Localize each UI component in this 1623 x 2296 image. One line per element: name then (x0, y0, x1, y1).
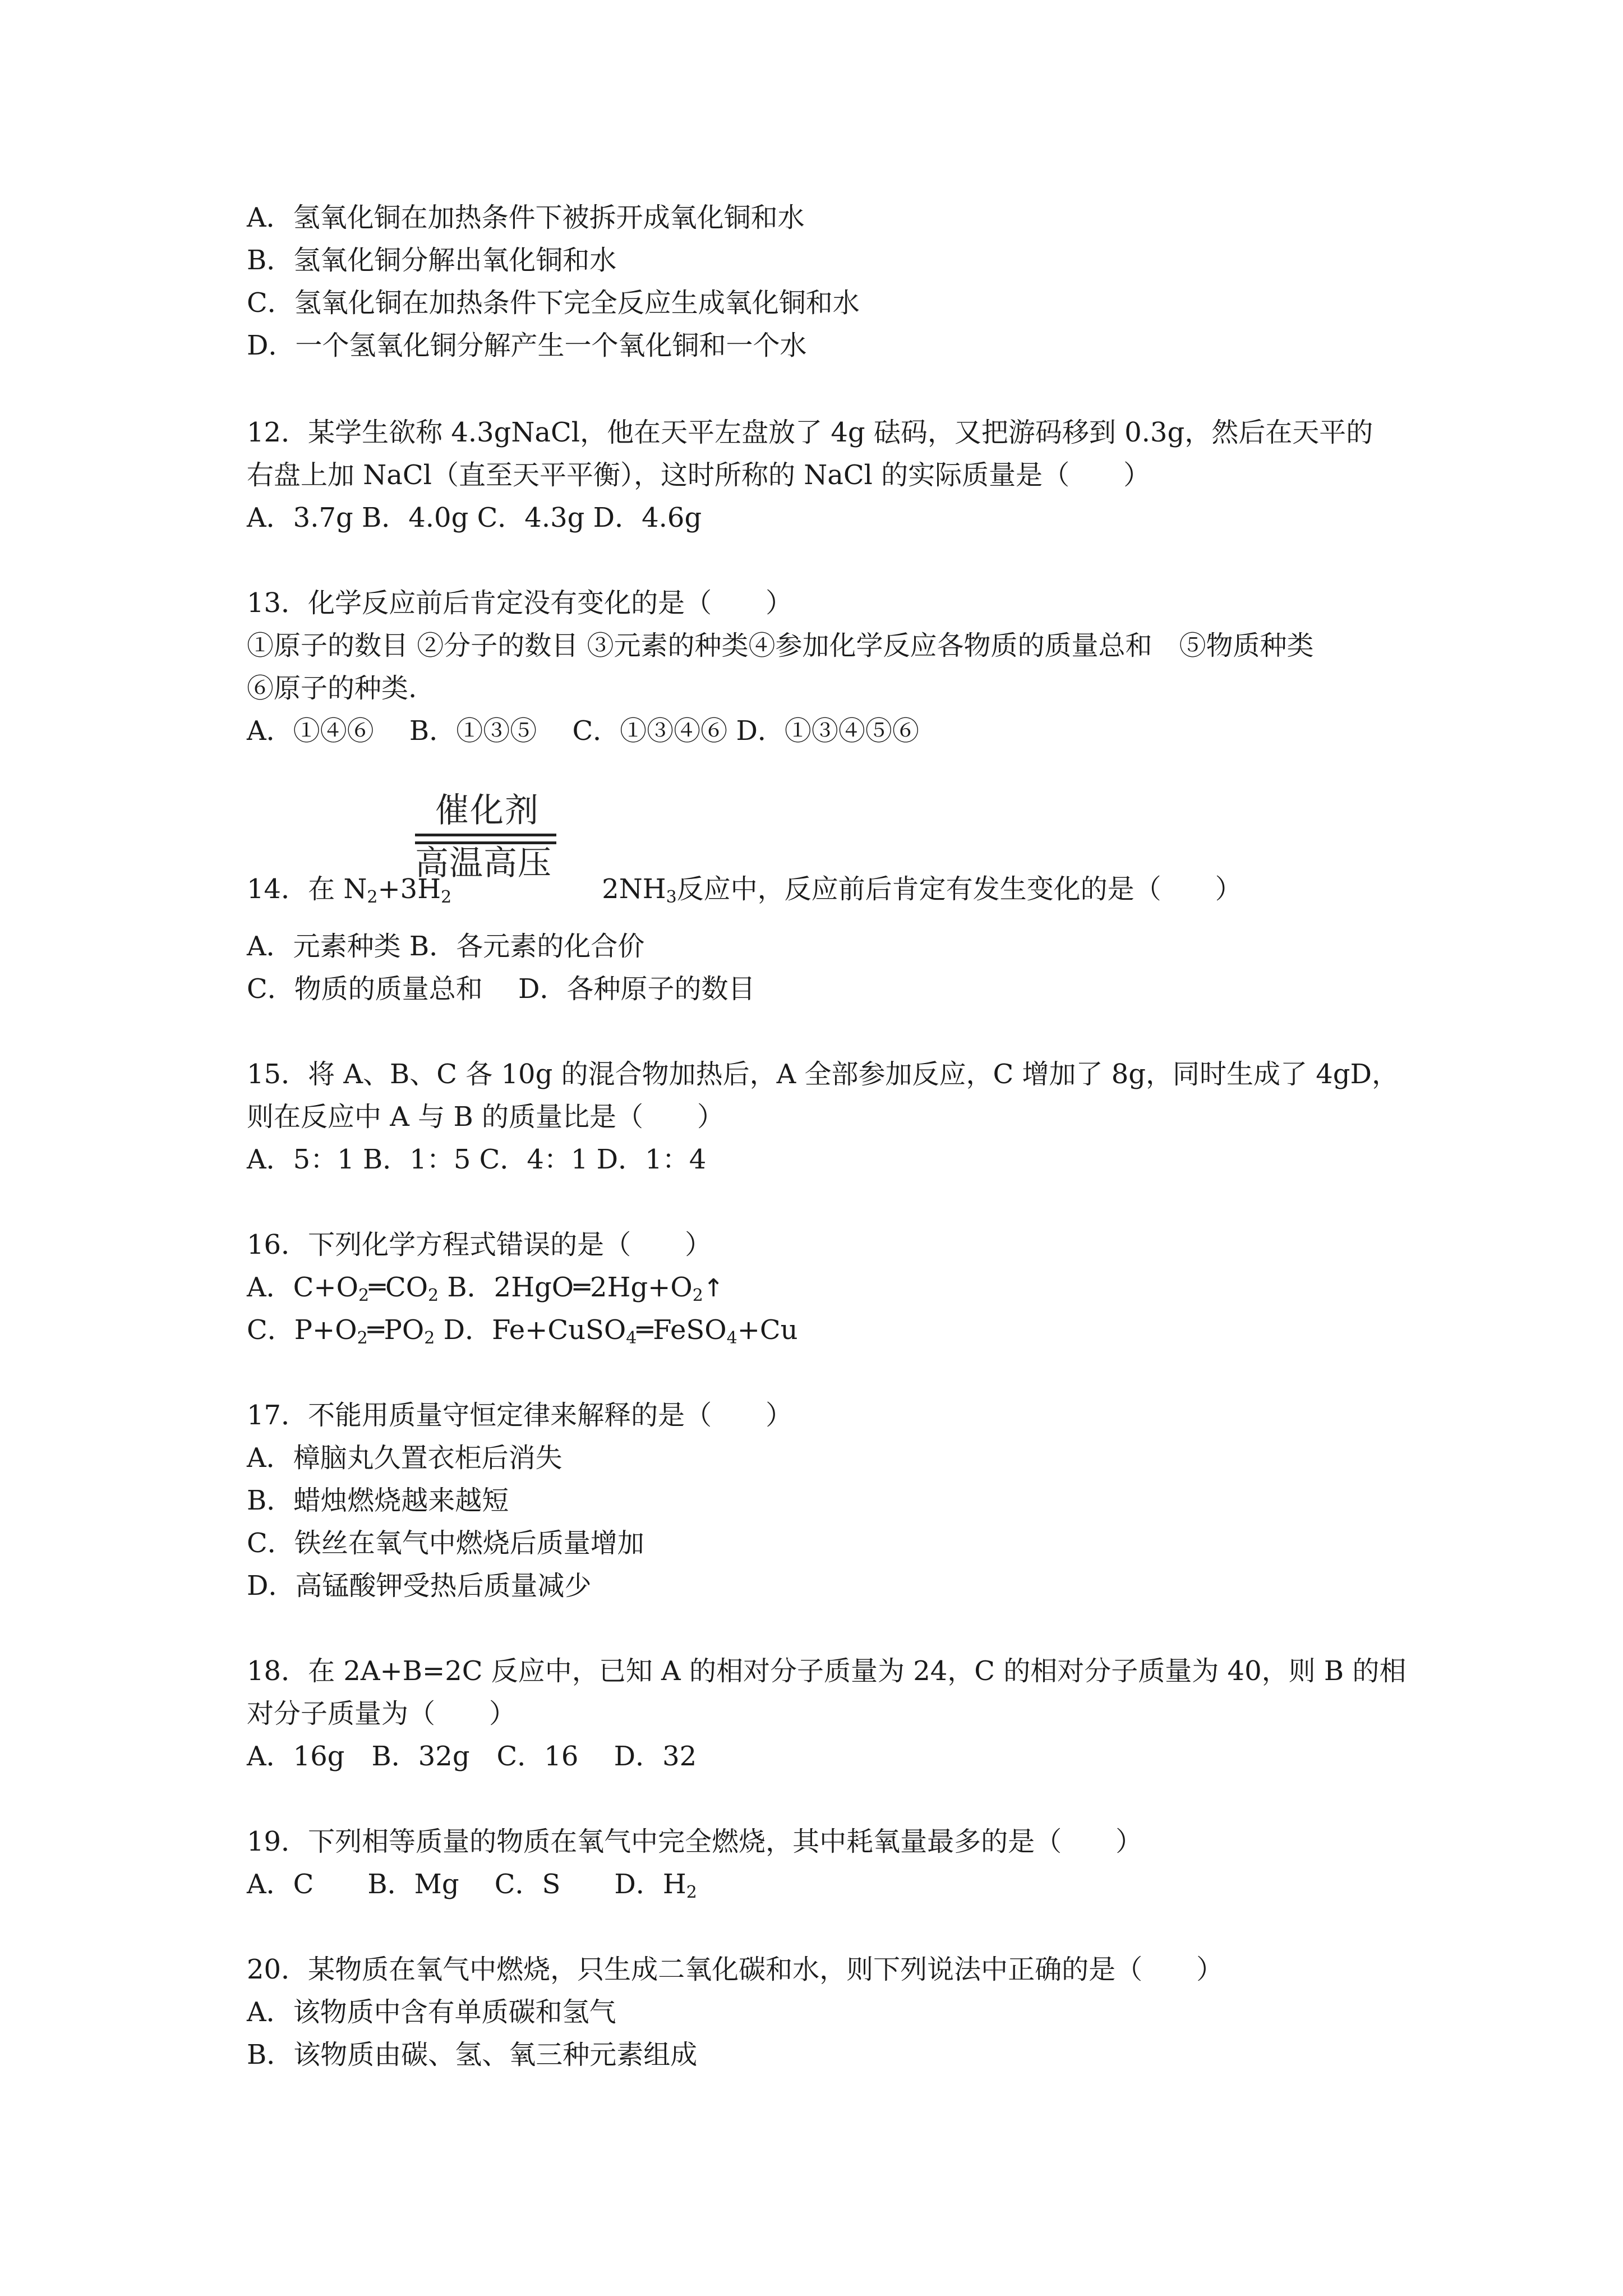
q12-stem-line1: 12．某学生欲称 4.3gNaCl，他在天平左盘放了 4g 砝码，又把游码移到 0.3g，然后在天平的 (247, 417, 1373, 448)
q20-stem: 20．某物质在氧气中燃烧，只生成二氧化碳和水，则下列说法中正确的是（ ） (247, 1954, 1224, 1985)
q20-option-b: B．该物质由碳、氢、氧三种元素组成 (247, 2039, 698, 2070)
reaction-condition (415, 791, 556, 883)
q18-stem-line1: 18．在 2A+B=2C 反应中，已知 A 的相对分子质量为 24，C 的相对分子质量为 40，则 B 的相 (247, 1655, 1407, 1687)
q16-stem: 16．下列化学方程式错误的是（ ） (247, 1229, 712, 1260)
q14-suffix: 反应中，反应前后肯定有发生变化的是（ ） (676, 873, 1242, 905)
q12-options: A．3.7g B．4.0g C．4.3g D．4.6g (247, 502, 702, 533)
q14-stem: 14．在 $N_2+3H_2$ $2NH_3$反应中，反应前后肯定有发生变化的是（ ） (247, 873, 1242, 907)
q18-options: A．16g B．32g C．16 D．32 (247, 1741, 697, 1772)
q15-stem-line2: 则在反应中 A 与 B 的质量比是（ ） (247, 1101, 724, 1133)
q14-options-line2: C．物质的质量总和 D．各种原子的数目 (247, 973, 755, 1005)
q15-options: A．5：1 B．1：5 C．4：1 D．1：4 (247, 1144, 707, 1175)
q13-stem-line3: ⑥原子的种类. (247, 673, 417, 704)
q19-stem: 19．下列相等质量的物质在氧气中完全燃烧，其中耗氧量最多的是（ ） (247, 1826, 1143, 1857)
q16-options-line2: C．$P+O_2═PO_2$ D．Fe+CuSO$_4$═FeSO$_4$+Cu (247, 1314, 798, 1348)
q17-option-c: C．铁丝在氧气中燃烧后质量增加 (247, 1527, 644, 1559)
q18-stem-line2: 对分子质量为（ ） (247, 1698, 517, 1729)
conditions-label: 高温高压 (415, 844, 552, 883)
q19-options: A．C B．Mg C．S D．$H_2$ (247, 1869, 697, 1902)
q16-options-line1: A．$C+O_2═CO_2$ B．$2HgO═2Hg+O_2↑$ (247, 1272, 724, 1305)
q11-option-a: A．氢氧化铜在加热条件下被拆开成氧化铜和水 (247, 202, 805, 233)
q11-option-d: D．一个氢氧化铜分解产生一个氧化铜和一个水 (247, 330, 807, 361)
condition-bar-top (415, 834, 556, 836)
q17-option-b: B．蜡烛燃烧越来越短 (247, 1485, 509, 1516)
q12-stem-line2: 右盘上加 NaCl（直至天平平衡），这时所称的 NaCl 的实际质量是（ ） (247, 459, 1151, 491)
q17-option-a: A．樟脑丸久置衣柜后消失 (247, 1442, 562, 1474)
gas-arrow-icon: ↑ (703, 1274, 724, 1303)
q13-stem-line2: ①原子的数目 ②分子的数目 ③元素的种类④参加化学反应各物质的质量总和 ⑤物质种类 (247, 630, 1314, 661)
q13-stem-line1: 13．化学反应前后肯定没有变化的是（ ） (247, 587, 793, 619)
q17-option-d: D．高锰酸钾受热后质量减少 (247, 1570, 592, 1602)
q15-stem-line1: 15．将 A、B、C 各 10g 的混合物加热后，A 全部参加反应，C 增加了 8g，同时生成了 4gD， (247, 1059, 1399, 1090)
q13-options: A．①④⑥ B．①③⑤ C．①③④⑥ D．①③④⑤⑥ (247, 715, 919, 747)
catalyst-label: 催化剂 (435, 791, 540, 830)
q20-option-a: A．该物质中含有单质碳和氢气 (247, 1996, 616, 2028)
q11-option-c: C．氢氧化铜在加热条件下完全反应生成氧化铜和水 (247, 287, 860, 319)
q17-stem: 17．不能用质量守恒定律来解释的是（ ） (247, 1400, 793, 1431)
q14-options-line1: A．元素种类 B．各元素的化合价 (247, 931, 645, 962)
q11-option-b: B．氢氧化铜分解出氧化铜和水 (247, 245, 617, 276)
q14-product: 2NH (602, 873, 666, 905)
q14-prefix: 14．在 N (247, 873, 367, 905)
